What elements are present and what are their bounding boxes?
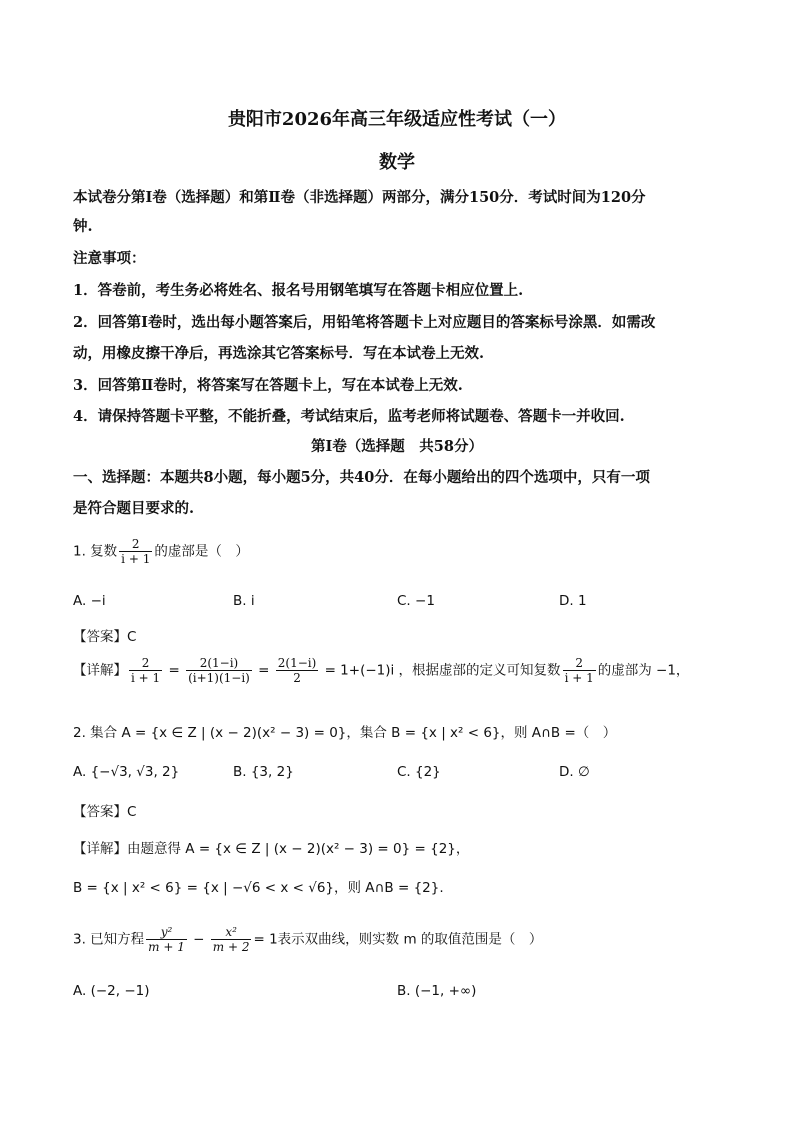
note-4: 4．请保持答题卡平整，不能折叠，考试结束后，监考老师将试题卷、答题卡一并收回. xyxy=(73,408,625,425)
intro-line-2: 钟. xyxy=(73,218,93,235)
q2-detail-2: B = {x | x² < 6} = {x | −√6 < x < √6}，则 A∩B = {2}. xyxy=(73,880,444,896)
q2-option-c: C. {2} xyxy=(397,764,441,780)
q1-detail: 【详解】 $\frac{2}{i + 1}$ = $\frac{2(1-i)}{(i+1)(1-i)}$ = $\frac{2(1-i)}{2}$ = 1+(−1)i ，根据虚部的定义可知复数 $\frac{2}{i + 1}$ 的虚部为 −1， xyxy=(73,656,690,685)
q1-detail-frac-2: $\frac{2(1-i)}{(i+1)(1-i)}$ xyxy=(188,656,250,685)
q1-answer: 【答案】C xyxy=(73,629,137,645)
section-1-desc-2: 是符合题目要求的. xyxy=(73,500,195,517)
q1-option-b: B. i xyxy=(233,593,255,609)
q2-option-b: B. {3, 2} xyxy=(233,764,294,780)
question-2: 2. 集合 A = {x ∈ Z | (x − 2)(x² − 3) = 0}，集合 B = {x | x² < 6}，则 A∩B =（ ） xyxy=(73,725,617,741)
note-3: 3．回答第Ⅱ卷时，将答案写在答题卡上，写在本试卷上无效. xyxy=(73,377,463,394)
q1-detail-frac-4: $\frac{2}{i + 1}$ xyxy=(564,656,594,685)
section-1-title: 第Ⅰ卷（选择题 共58分） xyxy=(311,438,483,455)
q3-frac-1: $\frac{\text{y²}}{m + 1}$ xyxy=(148,925,185,954)
intro-line-1: 本试卷分第Ⅰ卷（选择题）和第Ⅱ卷（非选择题）两部分，满分150分．考试时间为120分 xyxy=(73,189,646,206)
question-3: 3. 已知方程 $\frac{\text{y²}}{m + 1}$ − $\frac{\text{x²}}{m + 2}$ = 1表示双曲线，则实数 m 的取值范围是（ ） xyxy=(73,925,543,954)
question-1 xyxy=(73,537,249,566)
q3-option-b: B. (−1, +∞) xyxy=(397,983,477,999)
note-1: 1．答卷前，考生务必将姓名、报名号用钢笔填写在答题卡相应位置上. xyxy=(73,282,524,299)
q1-option-a: A. −i xyxy=(73,593,106,609)
note-2a: 2．回答第Ⅰ卷时，选出每小题答案后，用铅笔将答题卡上对应题目的答案标号涂黑．如需改 xyxy=(73,314,656,331)
q2-option-a: A. {−√3, √3, 2} xyxy=(73,764,180,780)
q1-detail-frac-1: $\frac{2}{i + 1}$ xyxy=(131,656,161,685)
note-2b: 动，用橡皮擦干净后，再选涂其它答案标号．写在本试卷上无效. xyxy=(73,345,485,362)
q1-detail-frac-3: $\frac{2(1-i)}{2}$ xyxy=(277,656,317,685)
q1-fraction: $\frac{2}{i + 1}$ xyxy=(121,537,151,566)
notes-heading: 注意事项： xyxy=(73,250,146,267)
q2-detail-1: 【详解】由题意得 A = {x ∈ Z | (x − 2)(x² − 3) = 0} = {2}， xyxy=(73,841,470,857)
q3-option-a: A. (−2, −1) xyxy=(73,983,150,999)
q1-prefix: 1. 复数 xyxy=(73,543,118,560)
q2-answer: 【答案】C xyxy=(73,804,137,820)
q3-frac-2: $\frac{\text{x²}}{m + 2}$ xyxy=(212,925,250,954)
q1-option-d: D. 1 xyxy=(559,593,587,609)
exam-title: 贵阳市2026年高三年级适应性考试（一） xyxy=(227,109,567,130)
section-1-desc-1: 一、选择题：本题共8小题，每小题5分，共40分．在每小题给出的四个选项中，只有一项 xyxy=(73,469,650,486)
exam-subject: 数学 xyxy=(379,152,415,173)
q1-suffix: 的虚部是（ ） xyxy=(154,543,249,560)
q1-option-c: C. −1 xyxy=(397,593,435,609)
q2-option-d: D. ∅ xyxy=(559,764,590,780)
